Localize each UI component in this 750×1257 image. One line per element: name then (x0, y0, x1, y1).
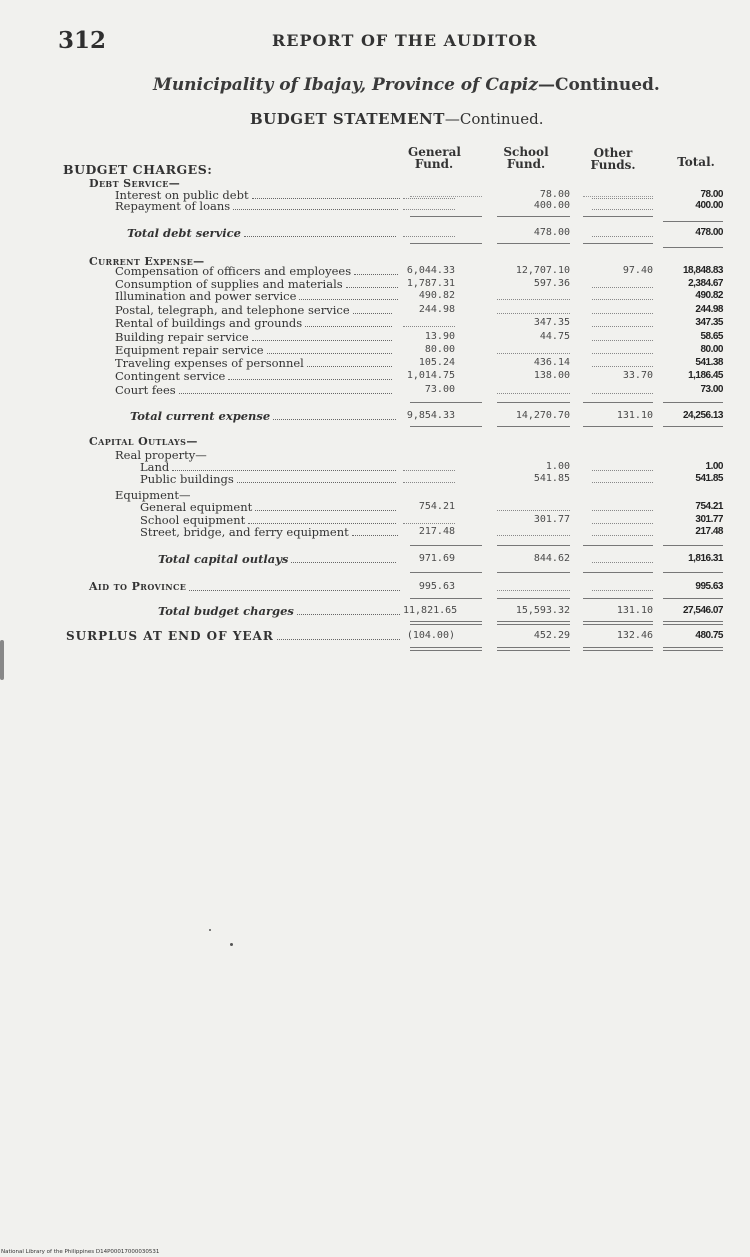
row-label: Public buildings (140, 472, 234, 486)
column-header-other-line2: Funds. (590, 158, 636, 172)
cell-school: 347.35 (533, 317, 570, 328)
column-header-school-line2: Fund. (506, 157, 546, 171)
rule (497, 650, 570, 651)
row-label: Land (140, 460, 170, 474)
rule (410, 650, 482, 651)
cell-general: 754.21 (418, 501, 455, 512)
row-label: Equipment repair service (115, 343, 264, 357)
row-label: Total debt service (127, 226, 241, 240)
cell-school: 478.00 (533, 227, 570, 238)
table-row-capital-outlays (0, 436, 750, 448)
dot-leader (237, 482, 396, 483)
cell-total: 541.85 (695, 473, 723, 484)
cell-school: 597.36 (533, 278, 570, 289)
row-label: General equipment (140, 500, 253, 514)
dot-leader (252, 198, 400, 199)
cell-general: 995.63 (418, 581, 455, 592)
cell-other (592, 313, 653, 314)
table-row-aid-to-province (0, 581, 750, 593)
row-label: Equipment— (115, 488, 191, 502)
subtitle-italic: Municipality of Ibajay, Province of Capiz (153, 75, 538, 95)
table-row-general-equipment (0, 501, 750, 513)
row-label: Consumption of supplies and materials (115, 277, 343, 291)
row-label: Aid to Province (89, 580, 187, 593)
cell-general (403, 326, 455, 327)
statement-title (250, 110, 543, 128)
cell-other (592, 236, 653, 237)
cell-school: 78.00 (539, 189, 570, 200)
row-label: Compensation of officers and employees (115, 264, 352, 278)
cell-other (592, 535, 653, 536)
rule (497, 621, 570, 622)
cell-general: 6,044.33 (406, 265, 455, 276)
cell-general: (104.00) (406, 630, 455, 641)
cell-total: 347.35 (695, 317, 723, 328)
rule (583, 426, 653, 427)
cell-total: 80.00 (700, 344, 723, 355)
dot-leader (172, 470, 396, 471)
row-label: Contingent service (115, 369, 226, 383)
page-edge-shadow (0, 640, 4, 680)
cell-general: 217.48 (418, 526, 455, 537)
table-row-total-budget-charges (0, 605, 750, 617)
cell-other (592, 209, 653, 210)
cell-general: 9,854.33 (406, 410, 455, 421)
dot-leader (273, 419, 396, 420)
cell-other: 132.46 (616, 630, 653, 641)
cell-general: 80.00 (424, 344, 455, 355)
dot-leader (353, 313, 392, 314)
table-row-school-equipment (0, 514, 750, 526)
rule (663, 621, 723, 622)
table-row-surplus-at-end-of-year (0, 630, 750, 642)
cell-total: 480.75 (695, 630, 723, 641)
column-header-school-line1: School (503, 145, 549, 159)
cell-general: 1,014.75 (406, 370, 455, 381)
column-header-general-line2: Fund. (414, 157, 454, 171)
cell-total: 754.21 (695, 501, 723, 512)
rule (497, 545, 570, 546)
cell-school: 15,593.32 (515, 605, 570, 616)
dot-leader (307, 366, 392, 367)
cell-other (592, 353, 653, 354)
table-row-traveling-expenses-of-personnel (0, 357, 750, 369)
cell-general: 11,821.65 (403, 605, 458, 616)
rule (663, 572, 723, 573)
cell-total: 244.98 (695, 304, 723, 315)
cell-general (403, 482, 455, 483)
cell-other: 131.10 (616, 605, 653, 616)
table-row-illumination-and-power-service (0, 290, 750, 302)
cell-total: 490.82 (695, 290, 723, 301)
cell-total: 78.00 (700, 189, 723, 200)
footer-credit: National Library of the Philippines D14P00017000030531 (1, 1249, 160, 1255)
cell-total: 73.00 (700, 384, 723, 395)
column-header-other (584, 147, 642, 171)
row-label: School equipment (140, 513, 246, 527)
rule (663, 650, 723, 651)
rule (410, 624, 482, 625)
cell-school (497, 313, 570, 314)
table-row-equipment (0, 489, 750, 501)
cell-school: 1.00 (545, 461, 570, 472)
cell-general: 490.82 (418, 290, 455, 301)
cell-total: 1.00 (705, 461, 723, 472)
cell-total: 301.77 (695, 514, 723, 525)
cell-total: 995.63 (695, 581, 723, 592)
cell-other (592, 562, 653, 563)
cell-other (592, 326, 653, 327)
cell-general: 105.24 (418, 357, 455, 368)
rule (663, 545, 723, 546)
row-label: Building repair service (115, 330, 249, 344)
dot-leader (267, 353, 392, 354)
running-head: REPORT OF THE AUDITOR (272, 31, 538, 50)
dot-leader (299, 299, 398, 300)
rule (410, 545, 482, 546)
row-label: Rental of buildings and grounds (115, 316, 303, 330)
cell-general (403, 209, 455, 210)
cell-general: 13.90 (424, 331, 455, 342)
dot-leader (352, 535, 398, 536)
rule (583, 621, 653, 622)
ink-speck (209, 929, 211, 931)
dot-leader (189, 590, 400, 591)
cell-other (592, 393, 653, 394)
cell-general (403, 470, 455, 471)
rule (410, 621, 482, 622)
cell-total: 18,848.83 (683, 265, 723, 276)
dot-leader (297, 614, 400, 615)
row-label: Debt Service— (89, 177, 181, 190)
row-label: SURPLUS AT END OF YEAR (66, 629, 274, 643)
table-row-postal-telegraph-and-telephone-service (0, 304, 750, 316)
table-row-street-bridge-and-ferry-equipment (0, 526, 750, 538)
cell-total: 27,546.07 (683, 605, 723, 616)
cell-school (497, 299, 570, 300)
table-row-total-capital-outlays (0, 553, 750, 565)
cell-school: 400.00 (533, 200, 570, 211)
rule (583, 196, 653, 197)
row-label: Current Expense— (89, 255, 205, 268)
statement-title-main: BUDGET STATEMENT (250, 110, 445, 128)
row-label: Illumination and power service (115, 289, 297, 303)
rule (497, 624, 570, 625)
subtitle-continued: —Continued. (537, 75, 660, 95)
table-row-repayment-of-loans (0, 200, 750, 212)
cell-school (497, 393, 570, 394)
dot-leader (346, 287, 398, 288)
rule (583, 572, 653, 573)
cell-general (403, 523, 455, 524)
dot-leader (291, 562, 396, 563)
cell-total: 541.38 (695, 357, 723, 368)
rule (663, 221, 723, 222)
cell-school: 541.85 (533, 473, 570, 484)
cell-total: 478.00 (695, 227, 723, 238)
table-row-real-property (0, 449, 750, 461)
rule (497, 402, 570, 403)
rule (497, 572, 570, 573)
row-label: Postal, telegraph, and telephone service (115, 303, 350, 317)
rule (583, 650, 653, 651)
cell-total: 58.65 (700, 331, 723, 342)
cell-other (592, 287, 653, 288)
page-number: 312 (58, 27, 107, 54)
cell-other (592, 523, 653, 524)
dot-leader (233, 209, 398, 210)
dot-leader (305, 326, 392, 327)
rule (497, 243, 570, 244)
table-row-court-fees (0, 384, 750, 396)
rule (497, 216, 570, 217)
row-label: Repayment of loans (115, 199, 231, 213)
column-header-total: Total. (677, 155, 715, 169)
cell-school: 452.29 (533, 630, 570, 641)
rule (410, 598, 482, 599)
row-label: Street, bridge, and ferry equipment (140, 525, 349, 539)
table-row-public-buildings (0, 473, 750, 485)
cell-school (497, 590, 570, 591)
cell-other (592, 590, 653, 591)
cell-other: 33.70 (622, 370, 653, 381)
cell-total: 1,816.31 (688, 553, 723, 564)
rule (663, 647, 723, 648)
table-row-land (0, 461, 750, 473)
rule (410, 572, 482, 573)
rule (663, 624, 723, 625)
rule (583, 402, 653, 403)
cell-general: 971.69 (418, 553, 455, 564)
cell-other (592, 299, 653, 300)
rule (410, 216, 482, 217)
rule (583, 243, 653, 244)
table-row-contingent-service (0, 370, 750, 382)
table-row-total-debt-service (0, 227, 750, 239)
cell-total: 1,186.45 (688, 370, 723, 381)
cell-school: 44.75 (539, 331, 570, 342)
rule (583, 624, 653, 625)
table-row-rental-of-buildings-and-grounds (0, 317, 750, 329)
rule (663, 426, 723, 427)
column-header-general-line1: General (408, 145, 461, 159)
table-row-building-repair-service (0, 331, 750, 343)
dot-leader (228, 379, 392, 380)
row-label: Total current expense (130, 409, 271, 423)
subtitle (153, 75, 660, 95)
cell-general: 244.98 (418, 304, 455, 315)
cell-total: 217.48 (695, 526, 723, 537)
row-label: Total budget charges (158, 604, 294, 618)
dot-leader (244, 236, 396, 237)
rule (663, 598, 723, 599)
dot-leader (277, 639, 400, 640)
row-label: Real property— (115, 448, 207, 462)
table-row-equipment-repair-service (0, 344, 750, 356)
dot-leader (354, 274, 398, 275)
cell-other (592, 510, 653, 511)
cell-school (497, 510, 570, 511)
row-label: Interest on public debt (115, 188, 249, 202)
rule (663, 247, 723, 248)
row-label: Capital Outlays— (89, 435, 198, 448)
cell-other (592, 470, 653, 471)
row-label: Court fees (115, 383, 176, 397)
ink-speck (230, 943, 233, 946)
cell-general: 73.00 (424, 384, 455, 395)
rule (410, 243, 482, 244)
dot-leader (255, 510, 396, 511)
cell-other (592, 366, 653, 367)
cell-school: 436.14 (533, 357, 570, 368)
rule (663, 402, 723, 403)
cell-total: 400.00 (695, 200, 723, 211)
column-header-general (408, 146, 460, 170)
dot-leader (248, 523, 396, 524)
cell-school: 14,270.70 (515, 410, 570, 421)
dot-leader (252, 340, 392, 341)
cell-school (497, 535, 570, 536)
rule (583, 647, 653, 648)
cell-general (403, 198, 455, 199)
column-header-other-line1: Other (593, 146, 633, 160)
row-label: Total capital outlays (158, 552, 289, 566)
rule (497, 426, 570, 427)
table-row-compensation-of-officers-and-employees (0, 265, 750, 277)
cell-school (497, 353, 570, 354)
cell-school: 301.77 (533, 514, 570, 525)
rule (497, 647, 570, 648)
cell-other (592, 198, 653, 199)
cell-other: 97.40 (622, 265, 653, 276)
statement-title-suffix: —Continued. (444, 110, 544, 128)
cell-school: 138.00 (533, 370, 570, 381)
cell-general: 1,787.31 (406, 278, 455, 289)
rule (410, 647, 482, 648)
cell-other (592, 340, 653, 341)
rule (583, 216, 653, 217)
cell-total: 2,384.67 (688, 278, 723, 289)
cell-other: 131.10 (616, 410, 653, 421)
cell-school: 12,707.10 (515, 265, 570, 276)
table-row-consumption-of-supplies-and-materials (0, 278, 750, 290)
table-row-total-current-expense (0, 410, 750, 422)
cell-general (403, 236, 455, 237)
budget-charges-heading: BUDGET CHARGES: (63, 162, 213, 177)
cell-school: 844.62 (533, 553, 570, 564)
cell-other (592, 482, 653, 483)
rule (410, 426, 482, 427)
rule (497, 598, 570, 599)
cell-total: 24,256.13 (683, 410, 723, 421)
rule (583, 545, 653, 546)
column-header-school (497, 146, 555, 170)
rule (410, 196, 482, 197)
rule (410, 402, 482, 403)
rule (583, 598, 653, 599)
dot-leader (179, 393, 392, 394)
row-label: Traveling expenses of personnel (115, 356, 304, 370)
